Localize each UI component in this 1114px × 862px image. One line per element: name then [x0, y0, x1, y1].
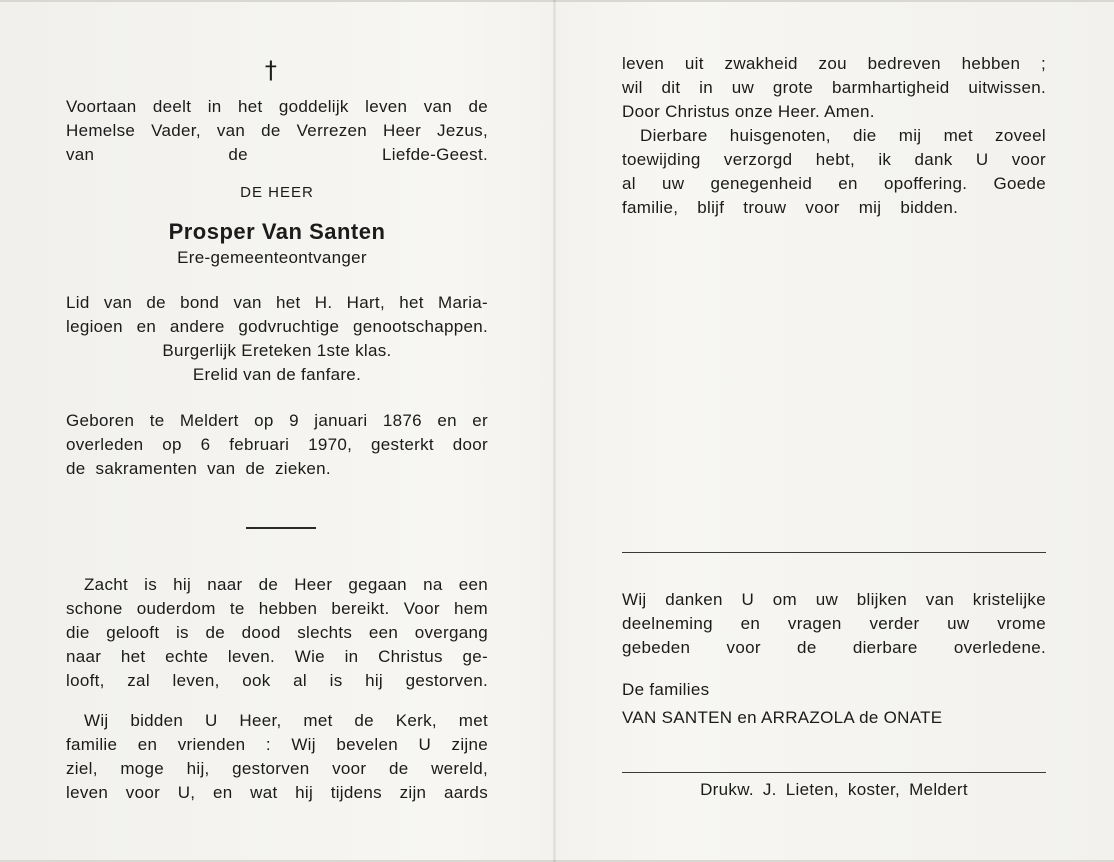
deceased-function: Ere-gemeenteontvanger: [177, 248, 367, 267]
prayer-line: ziel, moge hij, gestorven voor de wereld,: [66, 759, 488, 778]
reflection-line: Zacht is hij naar de Heer gegaan na een: [84, 575, 488, 594]
family-line: toewijding verzorgd hebt, ik dank U voor: [622, 150, 1046, 169]
families-names: VAN SANTEN en ARRAZOLA de ONATE: [622, 708, 943, 727]
honorific: DE HEER: [240, 184, 314, 201]
card-fold: [553, 0, 556, 862]
membership-line: Lid van de bond van het H. Hart, het Maria-: [66, 293, 488, 312]
birth-death-text: [66, 409, 488, 481]
intro-line: van de Liefde-Geest.: [66, 145, 488, 164]
prayer-cont-line: leven uit zwakheid zou bedreven hebben ;: [622, 54, 1046, 73]
thanks-line: gebeden voor de dierbare overledene.: [622, 638, 1046, 657]
birth-death-line: de sakramenten van de zieken.: [66, 459, 331, 478]
families-label: De families: [622, 680, 710, 699]
left-page: [66, 55, 488, 805]
reflection-line: die gelooft is de dood slechts een overgang: [66, 623, 488, 642]
prayer-cont-line: Door Christus onze Heer. Amen.: [622, 102, 875, 121]
divider-top: [622, 552, 1046, 553]
prayer-line: leven voor U, en wat hij tijdens zijn aards: [66, 783, 488, 802]
reflection-line: naar het echte leven. Wie in Christus ge-: [66, 647, 488, 666]
thanks-section: [622, 588, 1046, 730]
intro-line: Hemelse Vader, van de Verrezen Heer Jezus,: [66, 121, 488, 140]
birth-death-line: overleden op 6 februari 1970, gesterkt door: [66, 435, 488, 454]
family-text: [622, 124, 1046, 220]
membership-line: legioen en andere godvruchtige genootschappen.: [66, 317, 488, 336]
thanks-line: deelneming en vragen verder uw vrome: [622, 614, 1046, 633]
divider-bottom: [622, 772, 1046, 773]
honor-line: Erelid van de fanfare.: [192, 365, 362, 384]
membership-text: [66, 291, 488, 339]
prayer-text: [66, 709, 488, 805]
card-top-edge: [0, 0, 1114, 2]
reflection-line: schone ouderdom te hebben bereikt. Voor hem: [66, 599, 488, 618]
printer-section: [622, 778, 1046, 802]
prayer-cont-line: wil dit in uw grote barmhartigheid uitwissen.: [622, 78, 1046, 97]
right-page: [622, 52, 1046, 220]
cross-icon: †: [264, 56, 278, 84]
family-line: al uw genegenheid en opoffering. Goede: [622, 174, 1046, 193]
prayer-continuation: [622, 52, 1046, 124]
prayer-line: familie en vrienden : Wij bevelen U zijne: [66, 735, 488, 754]
deceased-name: Prosper Van Santen: [168, 219, 386, 244]
reflection-line: looft, zal leven, ook al is hij gestorven.: [66, 671, 488, 690]
honor-line: Burgerlijk Ereteken 1ste klas.: [162, 341, 392, 360]
prayer-line: Wij bidden U Heer, met de Kerk, met: [84, 711, 488, 730]
birth-death-line: Geboren te Meldert op 9 januari 1876 en er: [66, 411, 488, 430]
reflection-text: [66, 573, 488, 693]
honors-text: [66, 339, 488, 387]
intro-line: Voortaan deelt in het goddelijk leven van de: [66, 97, 488, 116]
family-line: familie, blijf trouw voor mij bidden.: [622, 198, 959, 217]
family-line: Dierbare huisgenoten, die mij met zoveel: [640, 126, 1046, 145]
printer-credit: Drukw. J. Lieten, koster, Meldert: [700, 780, 968, 799]
intro-text: [66, 95, 488, 167]
thanks-line: Wij danken U om uw blijken van kristelijke: [622, 590, 1046, 609]
